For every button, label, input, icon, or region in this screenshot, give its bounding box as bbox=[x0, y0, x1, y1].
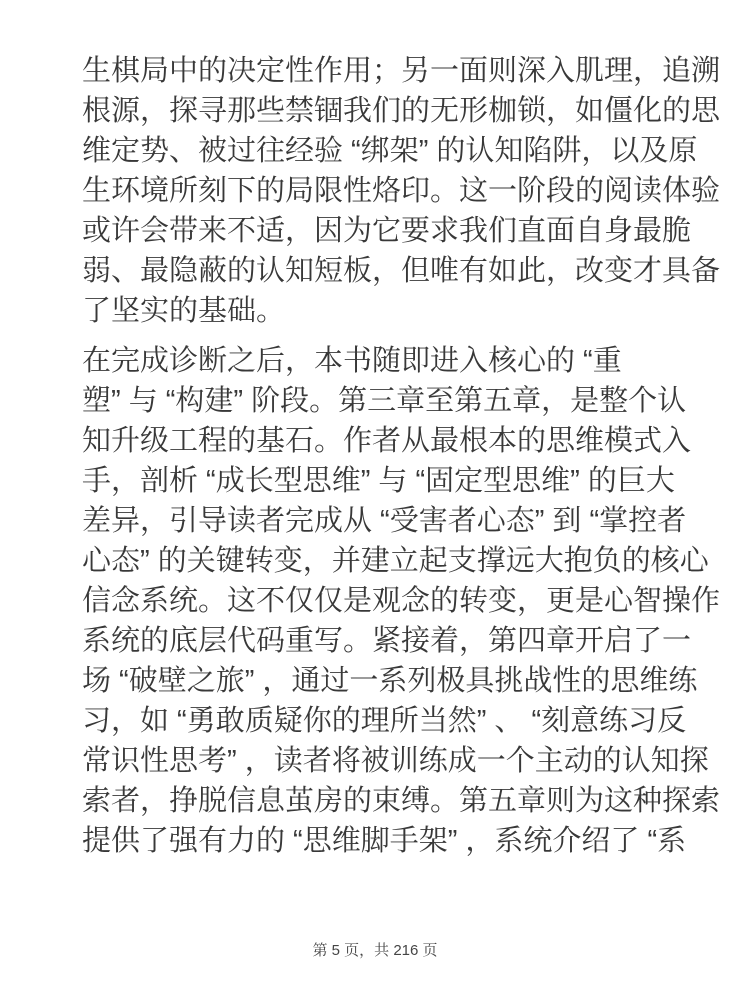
text-line: 维定势、被过往经验 “绑架” 的认知陷阱，以及原 bbox=[82, 135, 698, 167]
text-line: 生棋局中的决定性作用；另一面则深入肌理，追溯 bbox=[82, 55, 721, 87]
text-line: 知升级工程的基石。作者从最根本的思维模式入 bbox=[82, 425, 692, 457]
text-line: 提供了强有力的 “思维脚手架” ，系统介绍了 “系 bbox=[82, 825, 687, 857]
text-line: 塑” 与 “构建” 阶段。第三章至第五章，是整个认 bbox=[82, 385, 687, 417]
text-line: 根源，探寻那些禁锢我们的无形枷锁，如僵化的思 bbox=[82, 95, 721, 127]
text-line: 常识性思考” ，读者将被训练成一个主动的认知探 bbox=[82, 745, 709, 777]
paragraph-1 bbox=[82, 51, 721, 331]
text-line: 差异，引导读者完成从 “受害者心态” 到 “掌控者 bbox=[82, 505, 687, 537]
text-line: 系统的底层代码重写。紧接着，第四章开启了一 bbox=[82, 625, 692, 657]
text-line: 在完成诊断之后，本书随即进入核心的 “重 bbox=[82, 345, 622, 377]
text-line: 场 “破壁之旅” ，通过一系列极具挑战性的思维练 bbox=[82, 665, 698, 697]
text-line: 或许会带来不适，因为它要求我们直面自身最脆 bbox=[82, 215, 692, 247]
text-line: 手，剖析 “成长型思维” 与 “固定型思维” 的巨大 bbox=[82, 465, 675, 497]
text-line: 索者，挣脱信息茧房的束缚。第五章则为这种探索 bbox=[82, 785, 721, 817]
text-line: 生环境所刻下的局限性烙印。这一阶段的阅读体验 bbox=[82, 175, 721, 207]
text-line: 信念系统。这不仅仅是观念的转变，更是心智操作 bbox=[82, 585, 721, 617]
text-line: 心态” 的关键转变，并建立起支撑远大抱负的核心 bbox=[82, 545, 709, 577]
page-text-content bbox=[82, 51, 721, 861]
text-line: 弱、最隐蔽的认知短板，但唯有如此，改变才具备 bbox=[82, 255, 721, 287]
page-indicator: 第 5 页，共 216 页 bbox=[312, 942, 438, 959]
text-line: 了坚实的基础。 bbox=[82, 295, 286, 327]
paragraph-2 bbox=[82, 341, 721, 861]
text-line: 习，如 “勇敢质疑你的理所当然” 、 “刻意练习反 bbox=[82, 705, 687, 737]
